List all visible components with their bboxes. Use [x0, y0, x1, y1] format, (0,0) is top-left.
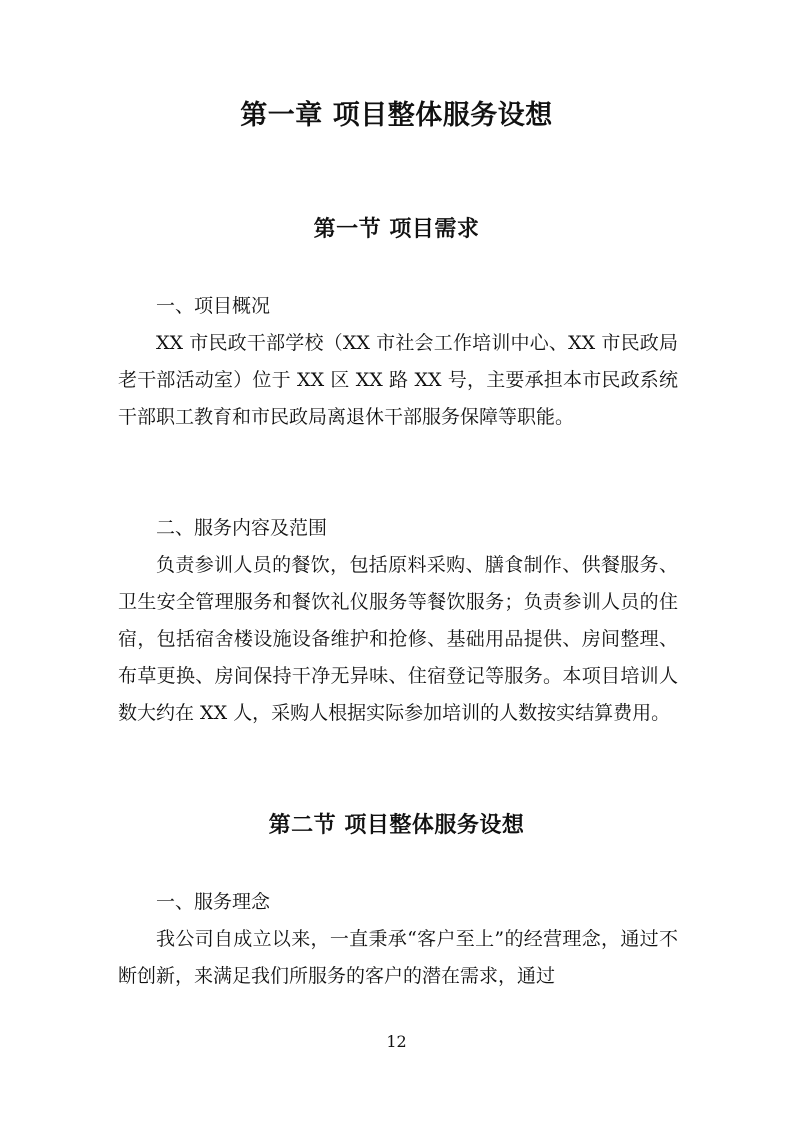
section-block-project-overview — [118, 288, 678, 436]
subheading-service-philosophy: 一、服务理念 — [156, 891, 271, 913]
paragraph-service-philosophy: 我公司自成立以来，一直秉承“客户至上”的经营理念，通过不断创新，来满足我们所服务的客户的潜在需求，通过 — [118, 928, 678, 987]
subheading-project-overview: 一、项目概况 — [156, 295, 271, 317]
section-block-service-philosophy — [118, 884, 678, 995]
section-title-service-concept: 第二节 项目整体服务设想 — [268, 813, 525, 838]
section-title-requirements: 第一节 项目需求 — [313, 217, 480, 242]
subheading-service-scope: 二、服务内容及范围 — [156, 517, 328, 539]
section-block-service-scope — [118, 510, 678, 732]
paragraph-project-overview: XX 市民政干部学校（XX 市社会工作培训中心、XX 市民政局老干部活动室）位于 XX 区 XX 路 XX 号，主要承担本市民政系统干部职工教育和市民政局离退休干部服务保障等职能。 — [118, 332, 678, 428]
paragraph-service-scope: 负责参训人员的餐饮，包括原料采购、膳食制作、供餐服务、卫生安全管理服务和餐饮礼仪服务等餐饮服务；负责参训人员的住宿，包括宿舍楼设施设备维护和抢修、基础用品提供、房间整理、布草更换、房间保持干净无异味、住宿登记等服务。本项目培训人数大约在 XX 人，采购人根据实际参加培训的人数按实结算费用。 — [118, 554, 678, 724]
chapter-title: 第一章 项目整体服务设想 — [240, 100, 553, 131]
page-number: 12 — [386, 1032, 407, 1051]
